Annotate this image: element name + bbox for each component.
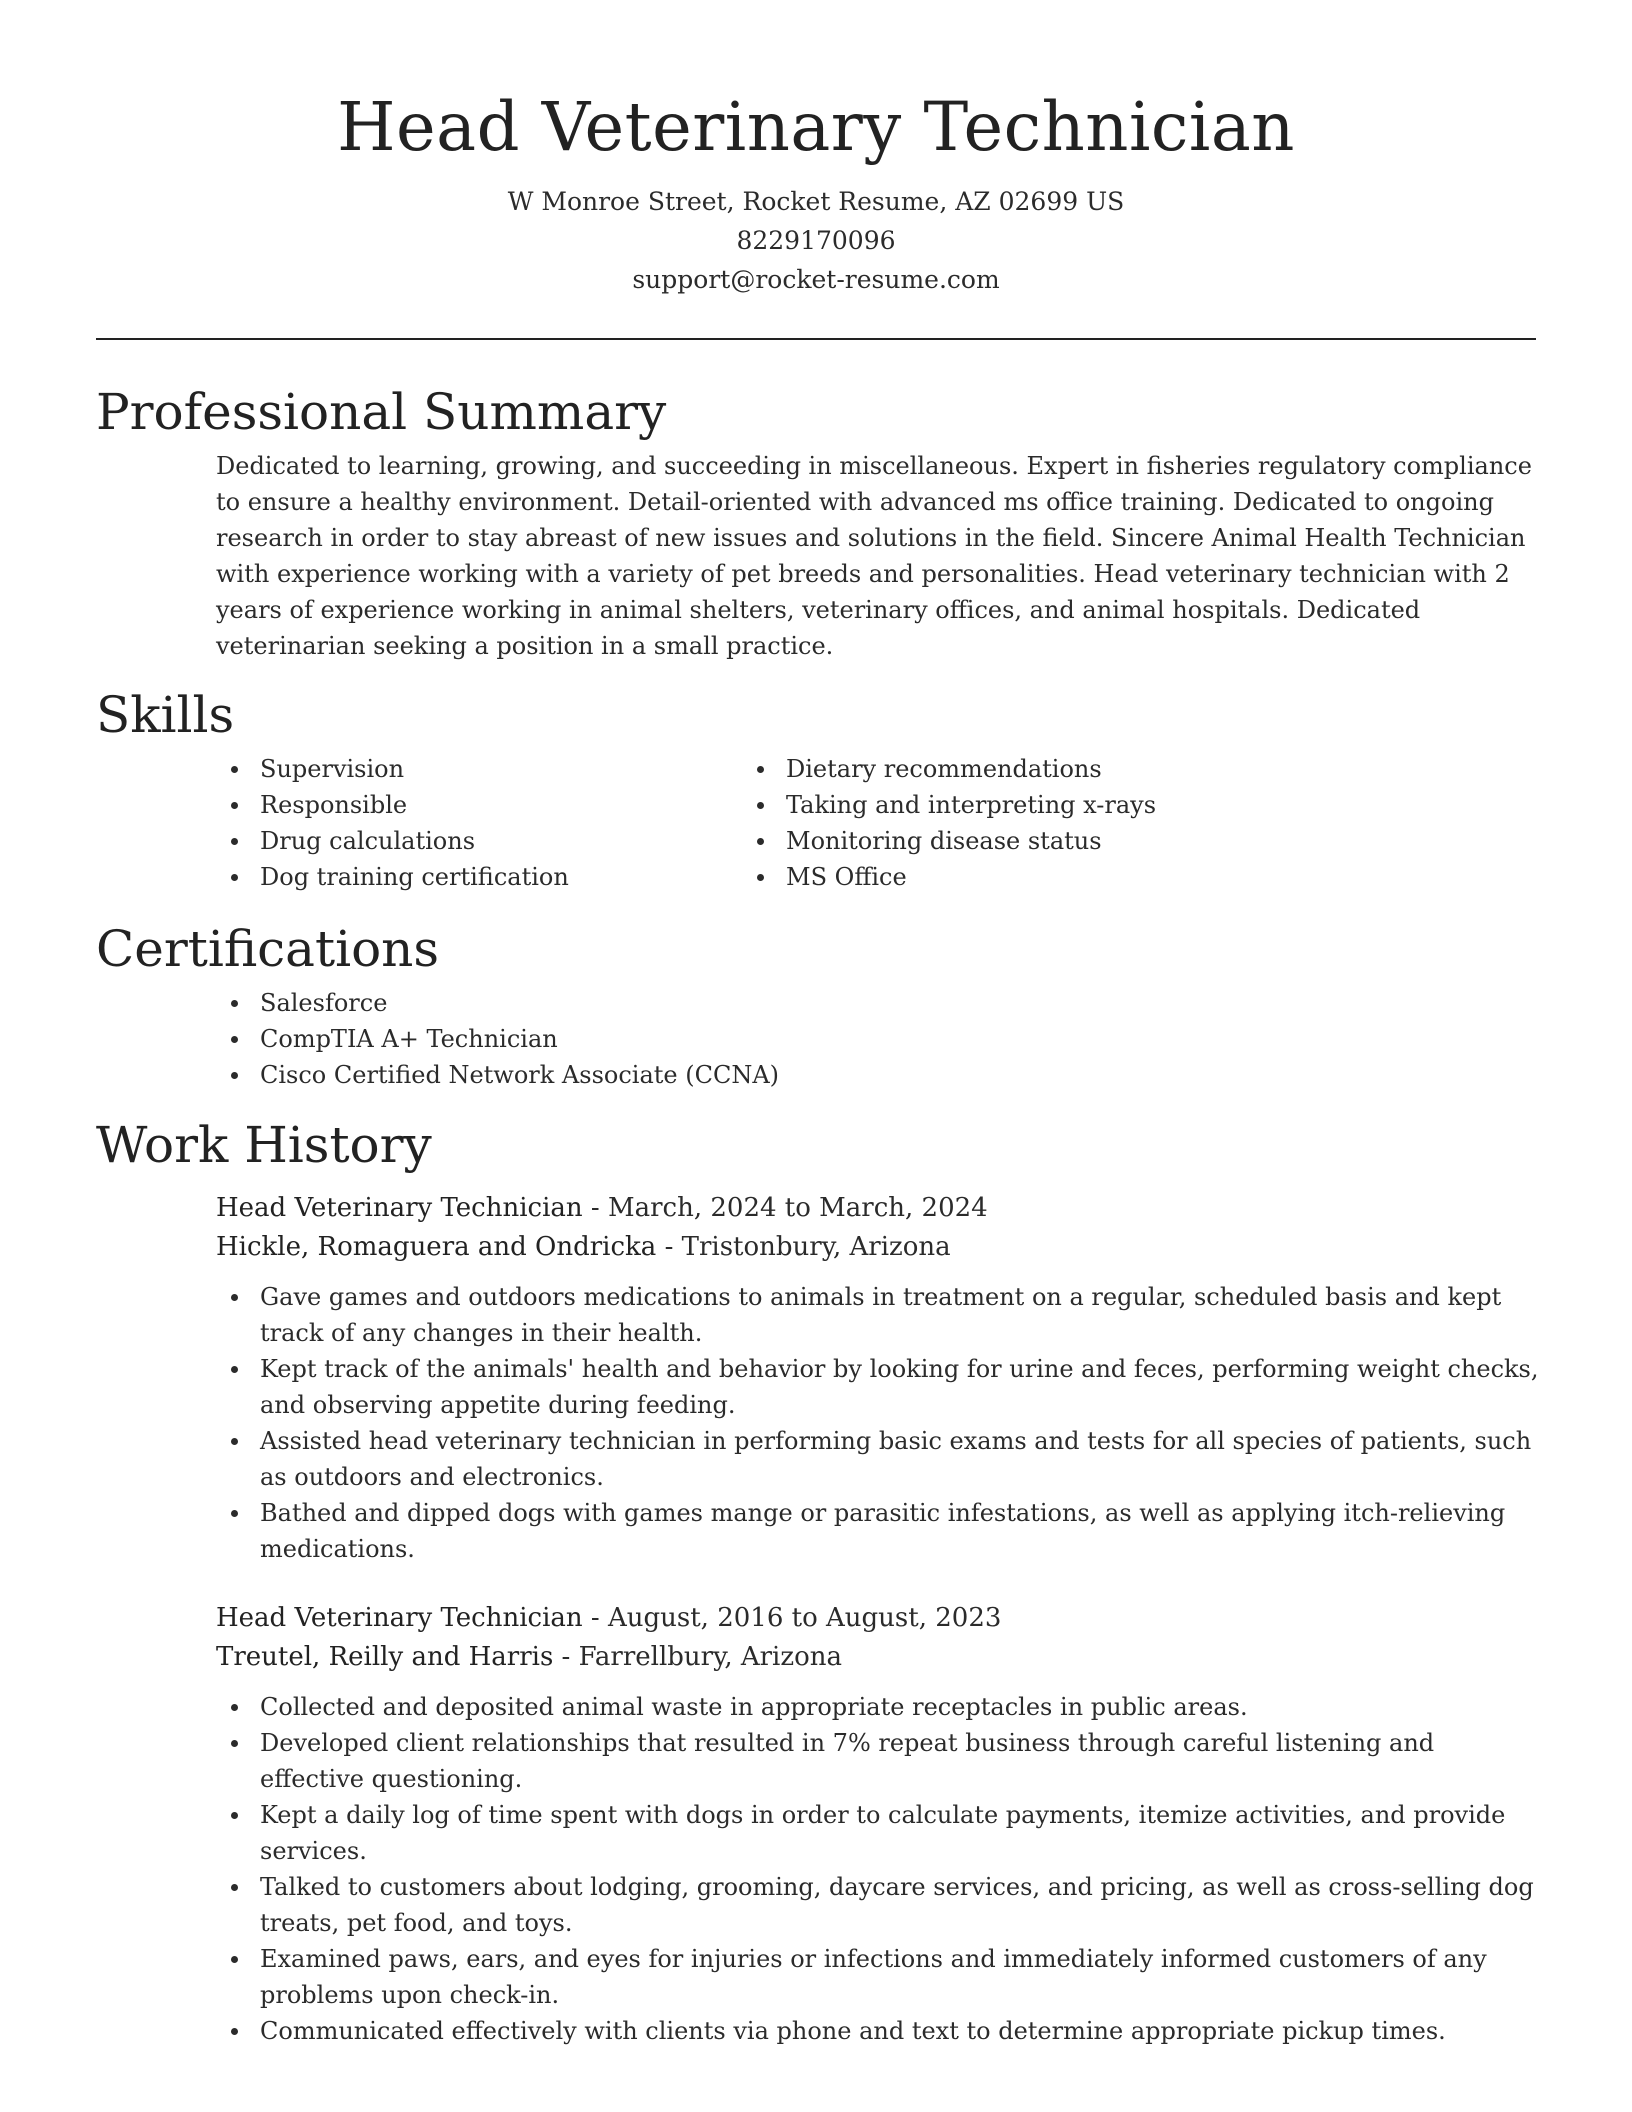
job-dates: - August, 2016 to August, 2023	[582, 1603, 1002, 1633]
job-duties-list	[216, 1689, 1540, 2049]
job-duty: Gave games and outdoors medications to animals in treatment on a regular, scheduled basis and kept track of any changes in their health.	[260, 1279, 1540, 1351]
job-dates: - March, 2024 to March, 2024	[582, 1193, 988, 1223]
job-duty: Kept track of the animals' health and behavior by looking for urine and feces, performing weight checks, and observing appetite during feeding.	[260, 1351, 1540, 1423]
skill-item: Responsible	[260, 787, 746, 823]
skills-column-right	[746, 751, 1396, 895]
job-location: - Farrellbury, Arizona	[553, 1642, 842, 1672]
contact-info	[96, 182, 1536, 299]
work-history-section	[96, 1113, 1539, 2049]
job-duty: Assisted head veterinary technician in performing basic exams and tests for all species of patients, such as outdoors and electronics.	[260, 1423, 1540, 1495]
skill-item: Taking and interpreting x-rays	[786, 787, 1396, 823]
job-duty: Communicated effectively with clients via phone and text to determine appropriate pickup times.	[260, 2013, 1540, 2049]
job-duty: Collected and deposited animal waste in appropriate receptacles in public areas.	[260, 1689, 1540, 1725]
job-duty: Examined paws, ears, and eyes for injuries or infections and immediately informed customers of any problems upon check-in.	[260, 1941, 1540, 2013]
job-location: - Tristonbury, Arizona	[656, 1232, 951, 1262]
address: W Monroe Street, Rocket Resume, AZ 02699 US	[507, 187, 1125, 216]
job-employer	[216, 1228, 1536, 1267]
phone: 8229170096	[736, 226, 896, 255]
section-title-certifications: Certifications	[96, 920, 440, 978]
certification-item: CompTIA A+ Technician	[260, 1021, 1536, 1057]
job-heading	[216, 1189, 1536, 1228]
certifications-section	[96, 917, 1536, 1093]
resume-page	[96, 0, 1539, 2049]
skill-item: Monitoring disease status	[786, 823, 1396, 859]
job-entry	[216, 1189, 1539, 1567]
skills-column-left	[96, 751, 746, 895]
resume-header	[96, 0, 1536, 299]
job-title: Head Veterinary Technician	[216, 1193, 583, 1223]
certification-item: Cisco Certified Network Associate (CCNA)	[260, 1057, 1536, 1093]
certification-item: Salesforce	[260, 985, 1536, 1021]
candidate-name: Head Veterinary Technician	[337, 88, 1295, 166]
section-title-summary: Professional Summary	[96, 383, 667, 441]
section-title-skills: Skills	[96, 686, 235, 744]
job-company: Hickle, Romaguera and Ondricka	[216, 1232, 657, 1262]
job-employer	[216, 1638, 1536, 1677]
job-title: Head Veterinary Technician	[216, 1603, 583, 1633]
email: support@rocket-resume.com	[632, 265, 1000, 294]
job-heading	[216, 1599, 1536, 1638]
skill-item: MS Office	[786, 859, 1396, 895]
job-duty: Bathed and dipped dogs with games mange or parasitic infestations, as well as applying itch-relieving medications.	[260, 1495, 1540, 1567]
section-title-work-history: Work History	[96, 1116, 432, 1174]
summary-section	[96, 380, 1536, 664]
skills-section	[96, 683, 1536, 895]
job-duties-list	[216, 1279, 1540, 1567]
skills-grid	[96, 751, 1536, 895]
job-entry	[216, 1599, 1536, 2049]
skill-item: Drug calculations	[260, 823, 746, 859]
job-duty: Kept a daily log of time spent with dogs in order to calculate payments, itemize activities, and provide services.	[260, 1797, 1540, 1869]
summary-text: Dedicated to learning, growing, and succeeding in miscellaneous. Expert in fisheries regulatory compliance to ensure a healthy environment. Detail-oriented with advanced ms office training. Dedicated to ongoing research in order to stay abreast of new issues and solutions in the field. Sincere Animal Health Technician with experience working with a variety of pet breeds and personalities. Head veterinary technician with 2 years of experience working in animal shelters, veterinary offices, and animal hospitals. Dedicated veterinarian seeking a position in a small practice.	[216, 452, 1532, 660]
job-duty: Talked to customers about lodging, grooming, daycare services, and pricing, as well as cross-selling dog treats, pet food, and toys.	[260, 1869, 1540, 1941]
certifications-list	[96, 985, 1536, 1093]
header-divider	[96, 338, 1536, 340]
skill-item: Dog training certification	[260, 859, 746, 895]
job-duty: Developed client relationships that resulted in 7% repeat business through careful listening and effective questioning.	[260, 1725, 1540, 1797]
skill-item: Supervision	[260, 751, 746, 787]
skill-item: Dietary recommendations	[786, 751, 1396, 787]
job-company: Treutel, Reilly and Harris	[216, 1642, 554, 1672]
